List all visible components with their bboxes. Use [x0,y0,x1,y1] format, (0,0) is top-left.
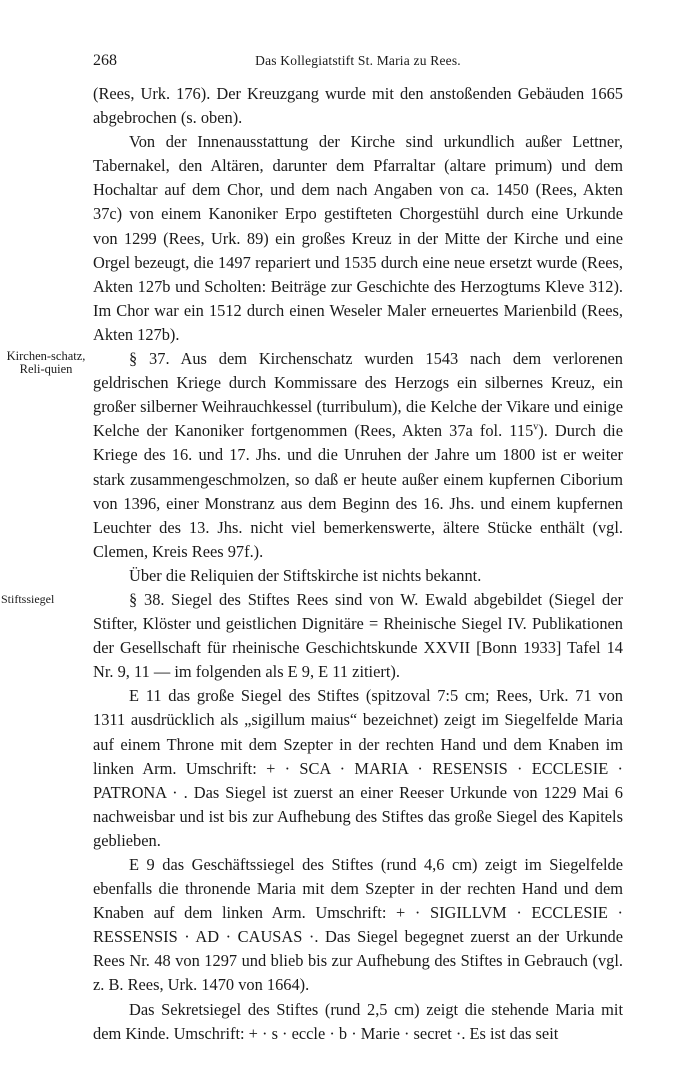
paragraph-4: Über die Reliquien der Stiftskirche ist nichts bekannt. [129,565,482,585]
page-number: 268 [93,52,117,69]
paragraph-3-text-a: § 37. Aus dem Kirchenschatz wurden 1543 nach dem verlorenen geldrischen Kriege durch Kommissare des Herzogs ein silbernes Kreuz, ein großer silberner Weihrauchkessel (turribulum), die Kelche der Vikare und einige Kelche der Kanoniker fortgenommen (Rees, Akten 37a fol. 115 [93,349,623,441]
paragraph-6: E 11 das große Siegel des Stiftes (spitzoval 7:5 cm; Rees, Urk. 71 von 1311 ausdrücklich als „sigillum maius“ bezeichnet) zeigt im Siegelfelde Maria auf einem Throne mit dem Szepter in der rechten Hand und dem Knaben im linken Arm. Umschrift: + · SCA · MARIA · RESENSIS · ECCLESIE · PATRONA · . Das Siegel ist zuerst an einer Reeser Urkunde von 1229 Mai 6 nachweisbar und ist bis zur Aufhebung des Stiftes das große Siegel des Kapitels geblieben. [93,686,623,850]
paragraph-1: (Rees, Urk. 176). Der Kreuzgang wurde mit den anstoßenden Gebäuden 1665 abgebrochen (s. oben). [93,84,623,128]
page-header [93,52,623,74]
running-title: Das Kollegiatstift St. Maria zu Rees. [255,53,461,68]
margin-note-stiftssiegel: Stiftssiegel [1,591,55,606]
folio-verso-superscript: v [533,421,539,433]
paragraph-3 [93,347,623,564]
paragraph-2: Von der Innenausstattung der Kirche sind urkundlich außer Lettner, Tabernakel, den Altären, darunter dem Pfarraltar (altare primum) und dem Hochaltar auf dem Chor, und dem nach Angaben von ca. 1450 (Rees, Akten 37c) von einem Kanoniker Erpo gestifteten Chorgestühl durch eine Urkunde von 1299 (Rees, Urk. 89) ein großes Kreuz in der Mitte der Kirche und eine Orgel bezeugt, die 1497 repariert und 1535 durch eine neue ersetzt wurde (Rees, Akten 127b und Scholten: Beiträge zur Geschichte des Herzogtums Kleve 312). Im Chor war ein 1512 durch einen Weseler Maler erneuertes Marienbild (Rees, Akten 127b). [93,132,623,344]
section-37 [6,347,623,588]
section-38 [1,588,623,684]
paragraph-7: E 9 das Geschäftssiegel des Stiftes (rund 4,6 cm) zeigt im Siegelfelde ebenfalls die thronende Maria mit dem Szepter in der rechten Hand und dem Knaben auf dem linken Arm. Umschrift: + · SIGILLVM · ECCLESIE · RESSENSIS · AD · CAUSAS ·. Das Siegel begegnet zuerst an der Urkunde Rees Nr. 48 von 1297 und blieb bis zur Aufhebung des Stiftes in Gebrauch (vgl. z. B. Rees, Urk. 1470 von 1664). [93,855,623,995]
paragraph-8: Das Sekretsiegel des Stiftes (rund 2,5 cm) zeigt die stehende Maria mit dem Kinde. Umschrift: + · s · eccle · b · Marie · secret ·. Es ist das seit [93,999,623,1043]
margin-note-kirchenschatz: Kirchen-schatz, Reli-quien [6,349,86,377]
paragraph-3-text-b: ). Durch die Kriege des 16. und 17. Jhs. und die Unruhen der Jahre um 1800 ist er weiter stark zusammengeschmolzen, so daß er heute außer einem kupfernen Ciborium von 1396, einer Monstranz aus dem Beginn des 16. Jhs. und einem kupfernen Leuchter des 13. Jhs. nicht viel bemerkenswerte, ältere Stücke enthält (vgl. Clemen, Kreis Rees 97f.). [93,421,623,561]
body-text [1,82,623,1046]
paragraph-5: § 38. Siegel des Stiftes Rees sind von W. Ewald abgebildet (Siegel der Stifter, Klöster und geistlichen Dignitäre = Rheinische Siegel IV. Publikationen der Gesellschaft für rheinische Geschichtskunde XXVII [Bonn 1933] Tafel 14 Nr. 9, 11 — im folgenden als E 9, E 11 zitiert). [93,589,623,682]
